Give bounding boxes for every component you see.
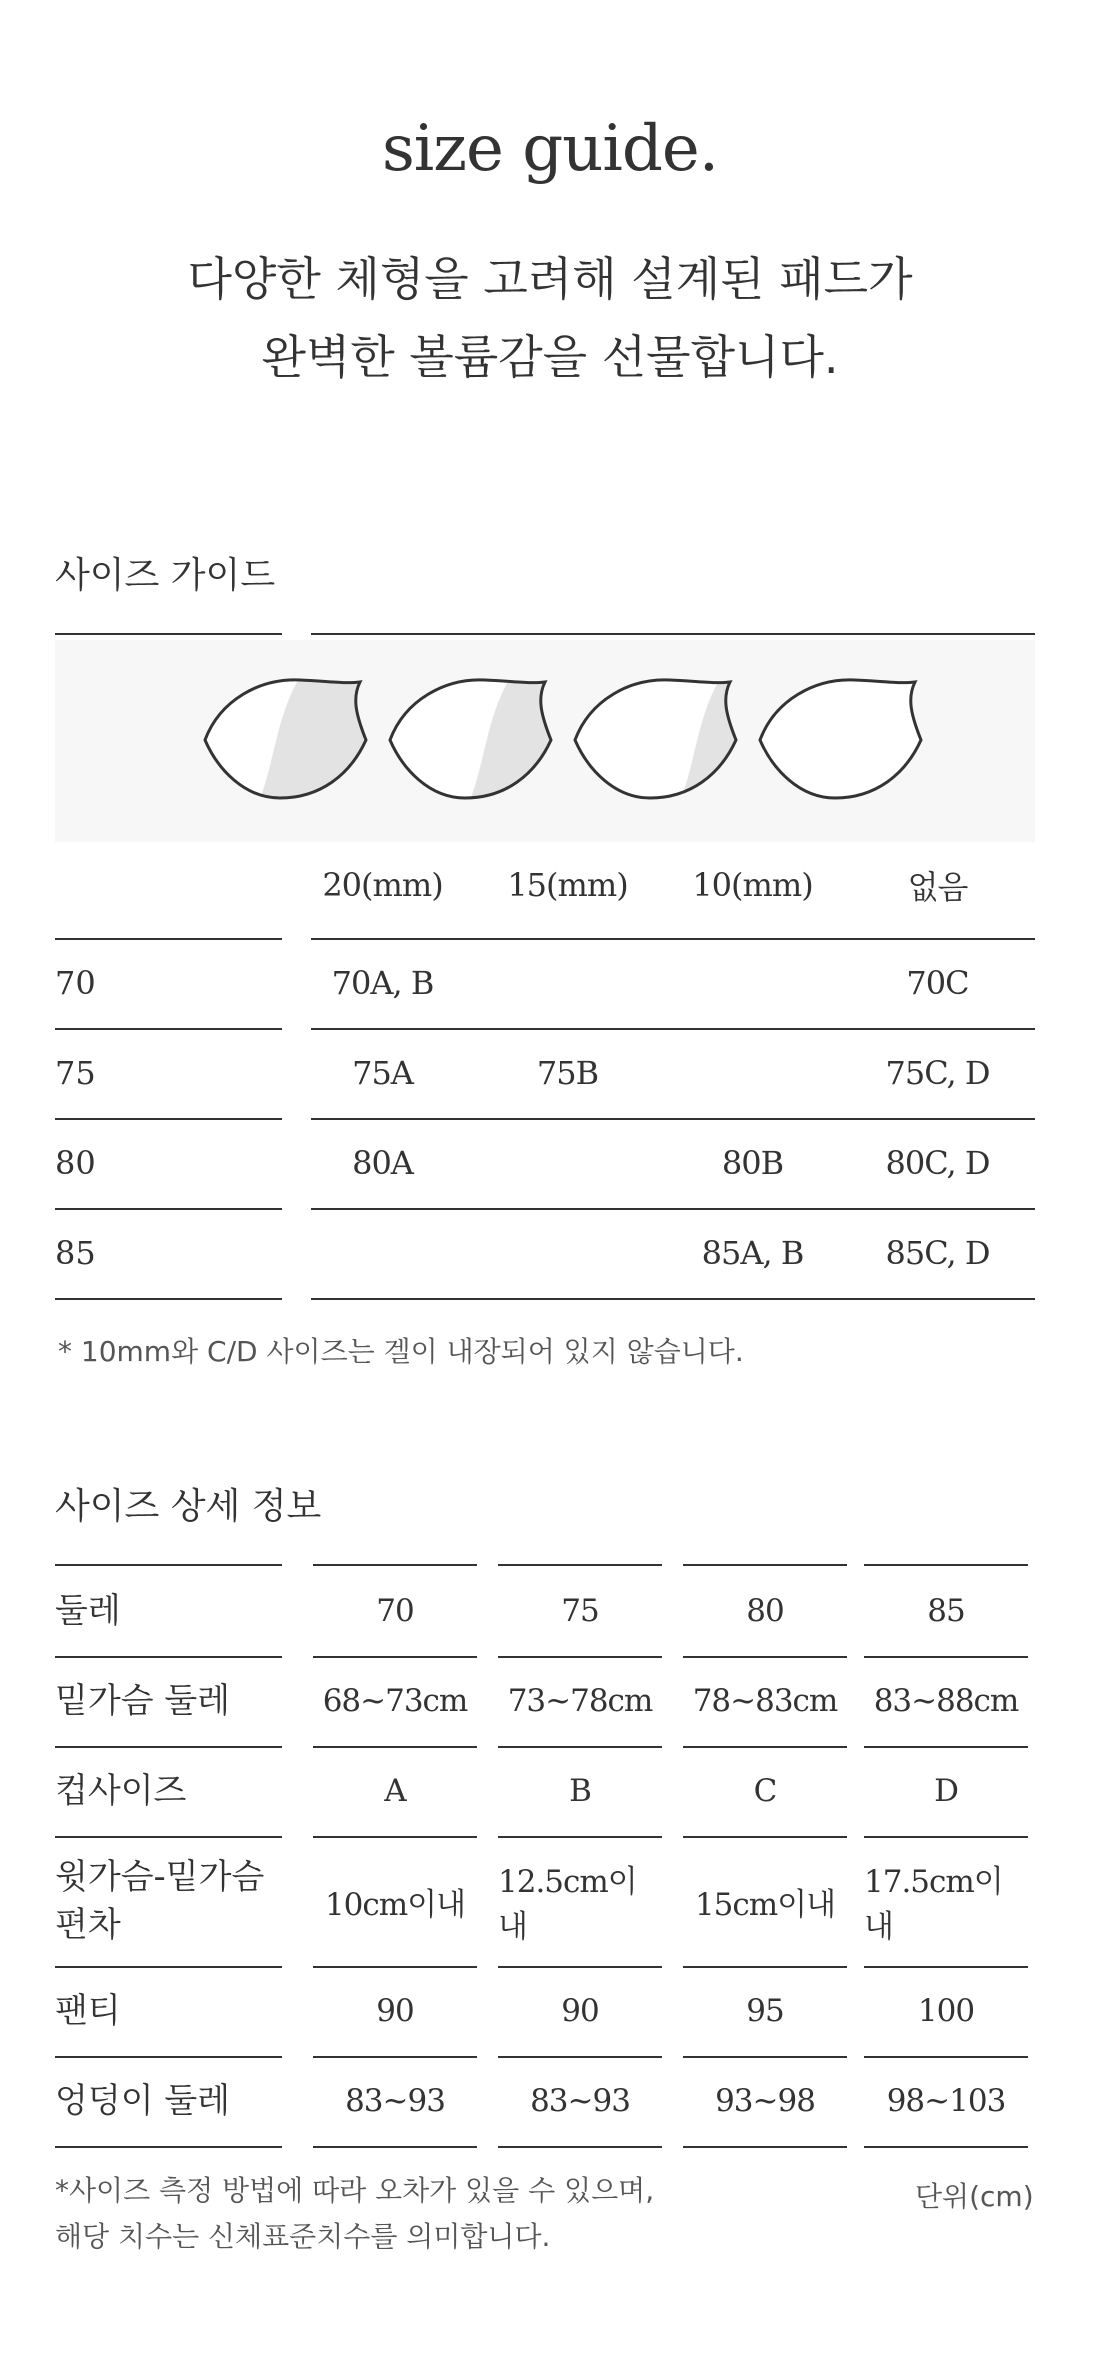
page-subtitle [0,240,1100,396]
divider [864,2146,1028,2148]
detail-value-cell: 83~93 [530,2083,630,2119]
detail-value-cell: D [934,1773,958,1809]
pad-10mm-icon [570,670,740,810]
detail-value-cell: A [384,1773,406,1809]
detail-row-label: 팬티 [55,1991,121,2031]
note-line-2: 해당 치수는 신체표준치수를 의미합니다. [55,2220,551,2253]
divider [683,2146,847,2148]
size-cell [660,938,845,1028]
detail-value-cell: 95 [746,1993,784,2029]
detail-value-cell: 15cm이내 [694,1886,836,1923]
detail-value-cell: B [569,1773,591,1809]
pad-illustration-row [55,640,1035,842]
size-cell: 80C, D [885,1144,990,1182]
detail-value-cell: 75 [561,1593,599,1629]
size-cell [475,938,660,1028]
size-guide-note: * 10mm와 C/D 사이즈는 겔이 내장되어 있지 않습니다. [58,1335,744,1368]
detail-value-cell: 100 [917,1993,975,2029]
detail-value-cell: 90 [561,1993,599,2029]
page-title: size guide. [381,112,719,186]
divider [311,633,1035,635]
size-cell: 75A [352,1054,413,1092]
subtitle-line-2: 완벽한 볼륨감을 선물합니다. [261,330,839,384]
size-cell: 85A, B [701,1234,804,1272]
detail-value-cell: 12.5cm이내 [498,1864,637,1945]
column-header-15mm: 15(mm) [507,866,628,904]
detail-row-label: 둘레 [55,1591,121,1631]
detail-value-cell: 73~78cm [507,1683,653,1719]
band-size-label: 70 [55,964,96,1002]
size-cell [290,1208,475,1298]
detail-value-cell: 70 [376,1593,414,1629]
size-detail-note [55,2168,654,2260]
size-cell: 85C, D [885,1234,990,1272]
detail-value-cell: C [753,1773,777,1809]
size-cell [475,1118,660,1208]
detail-value-cell: 98~103 [886,2083,1006,2119]
size-guide-title: 사이즈 가이드 [55,555,276,596]
pad-none-icon [755,670,925,810]
size-cell: 70C [906,964,969,1002]
size-cell: 70A, B [331,964,434,1002]
divider [313,2146,477,2148]
detail-row-label: 컵사이즈 [55,1771,187,1811]
column-header-none: 없음 [907,868,968,906]
size-cell [475,1208,660,1298]
detail-row-label: 밑가슴 둘레 [55,1681,231,1721]
size-cell: 75B [536,1054,599,1092]
unit-label: 단위(cm) [915,2180,1034,2213]
subtitle-line-1: 다양한 체형을 고려해 설계된 패드가 [187,252,913,306]
divider [311,1298,1035,1300]
size-cell: 80A [352,1144,413,1182]
column-header-10mm: 10(mm) [692,866,813,904]
divider [55,2146,282,2148]
detail-value-cell: 10cm이내 [324,1886,466,1923]
detail-value-cell: 68~73cm [322,1683,468,1719]
detail-value-cell: 17.5cm이내 [864,1864,1003,1945]
size-cell: 75C, D [885,1054,990,1092]
band-size-label: 80 [55,1144,96,1182]
divider [55,633,282,635]
detail-value-cell: 83~93 [345,2083,445,2119]
detail-value-cell: 93~98 [715,2083,815,2119]
divider [498,2146,662,2148]
size-cell [660,1028,845,1118]
detail-value-cell: 80 [746,1593,784,1629]
band-size-label: 75 [55,1054,96,1092]
detail-value-cell: 83~88cm [873,1683,1019,1719]
pad-15mm-icon [385,670,555,810]
column-header-20mm: 20(mm) [322,866,443,904]
detail-value-cell: 78~83cm [692,1683,838,1719]
size-cell: 80B [721,1144,784,1182]
divider [55,1298,282,1300]
band-size-label: 85 [55,1234,96,1272]
note-line-1: *사이즈 측정 방법에 따라 오차가 있을 수 있으며, [55,2174,655,2207]
detail-row-label: 윗가슴-밑가슴 편차 [55,1857,265,1945]
pad-20mm-icon [200,670,370,810]
detail-row-label: 엉덩이 둘레 [55,2081,231,2121]
detail-value-cell: 90 [376,1993,414,2029]
detail-value-cell: 85 [927,1593,965,1629]
size-detail-title: 사이즈 상세 정보 [55,1486,322,1527]
